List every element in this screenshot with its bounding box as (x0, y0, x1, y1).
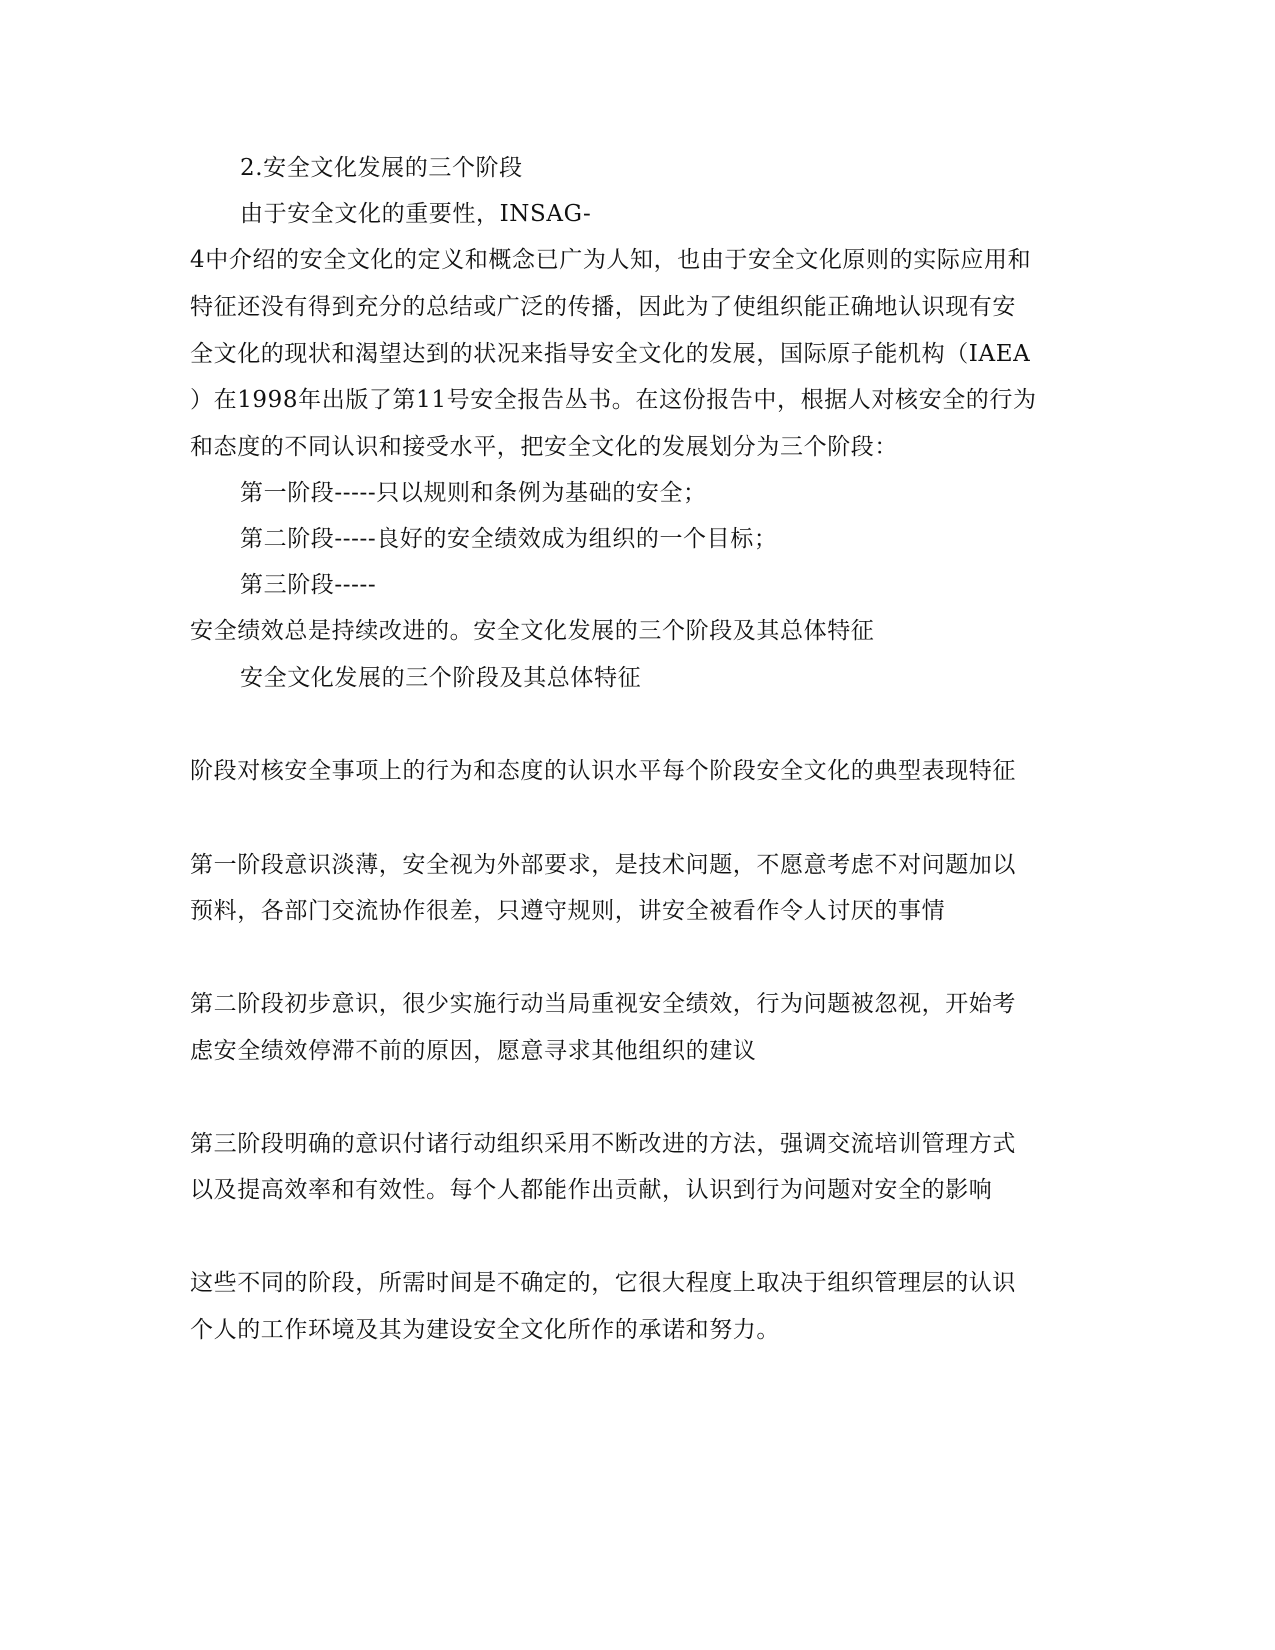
intro-line-3: 特征还没有得到充分的总结或广泛的传播，因此为了使组织能正确地认识现有安 (190, 294, 1016, 320)
table-title: 安全文化发展的三个阶段及其总体特征 (240, 665, 642, 691)
table-row-3-line-1: 第三阶段明确的意识付诸行动组织采用不断改进的方法，强调交流培训管理方式 (190, 1131, 1016, 1157)
intro-line-5: ）在1998年出版了第11号安全报告丛书。在这份报告中，根据人对核安全的行为 (190, 387, 1037, 413)
intro-line-4: 全文化的现状和渴望达到的状况来指导安全文化的发展，国际原子能机构（IAEA (190, 341, 1031, 367)
table-row-2-line-1: 第二阶段初步意识，很少实施行动当局重视安全绩效，行为问题被忽视，开始考 (190, 991, 1016, 1017)
table-row-1-line-1: 第一阶段意识淡薄，安全视为外部要求，是技术问题，不愿意考虑不对问题加以 (190, 852, 1016, 878)
section-heading: 2.安全文化发展的三个阶段 (240, 155, 523, 181)
stage-3-continuation: 安全绩效总是持续改进的。安全文化发展的三个阶段及其总体特征 (190, 618, 875, 644)
table-row-3-line-2: 以及提高效率和有效性。每个人都能作出贡献，认识到行为问题对安全的影响 (190, 1177, 993, 1203)
table-row-1-line-2: 预料，各部门交流协作很差，只遵守规则，讲安全被看作令人讨厌的事情 (190, 898, 946, 924)
stage-2-line: 第二阶段-----良好的安全绩效成为组织的一个目标； (240, 526, 778, 552)
conclusion-line-1: 这些不同的阶段，所需时间是不确定的，它很大程度上取决于组织管理层的认识 (190, 1270, 1016, 1296)
stage-3-line: 第三阶段----- (240, 572, 377, 598)
table-row-2-line-2: 虑安全绩效停滞不前的原因，愿意寻求其他组织的建议 (190, 1038, 757, 1064)
stage-1-line: 第一阶段-----只以规则和条例为基础的安全； (240, 480, 707, 506)
conclusion-line-2: 个人的工作环境及其为建设安全文化所作的承诺和努力。 (190, 1317, 780, 1343)
intro-line-6: 和态度的不同认识和接受水平，把安全文化的发展划分为三个阶段： (190, 434, 898, 460)
intro-line-1: 由于安全文化的重要性，INSAG- (240, 201, 592, 227)
table-header: 阶段对核安全事项上的行为和态度的认识水平每个阶段安全文化的典型表现特征 (190, 758, 1016, 784)
intro-line-2: 4中介绍的安全文化的定义和概念已广为人知，也由于安全文化原则的实际应用和 (190, 247, 1032, 273)
